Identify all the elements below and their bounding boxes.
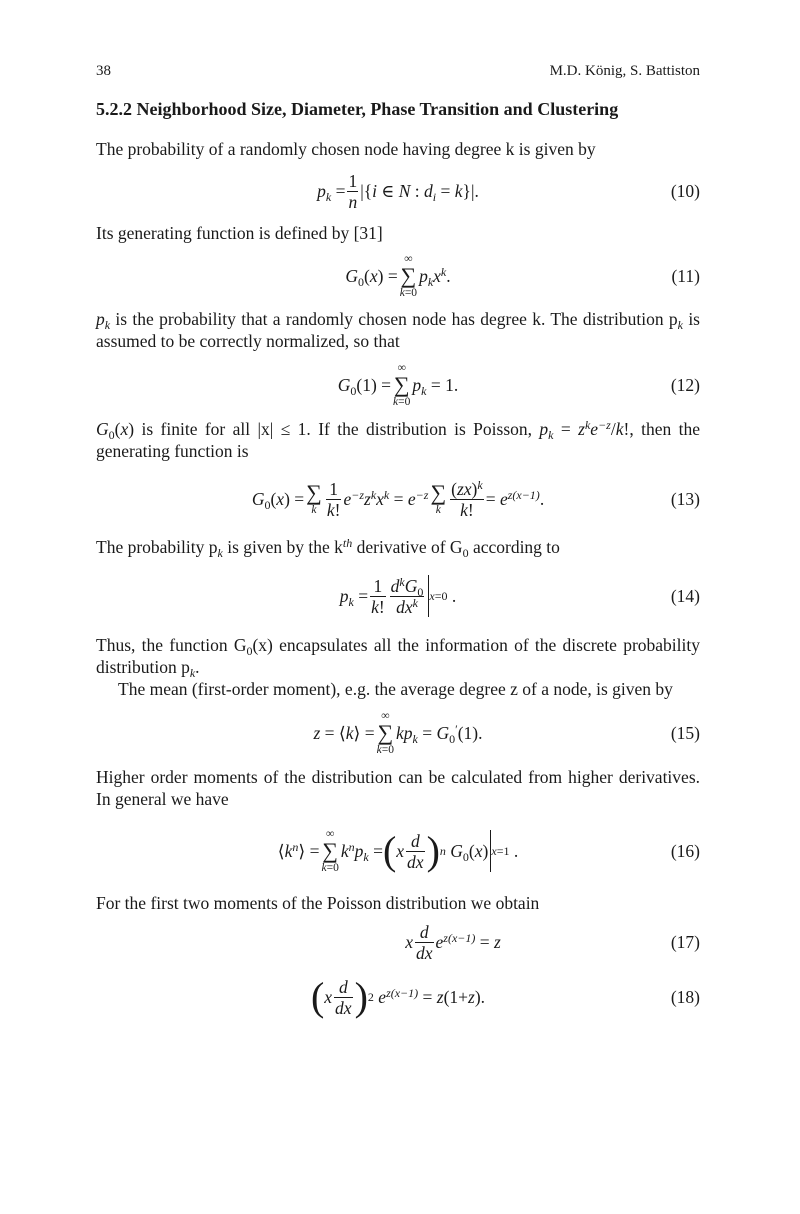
equation-14: $p_k$ = $\frac{1}{k!}$ $\frac{d^kG_0}{dx^k}$ x=0 . (14) (339, 574, 700, 617)
paragraph-9: For the first two moments of the Poisson distribution we obtain (96, 893, 540, 913)
section-title: 5.2.2 Neighborhood Size, Diameter, Phase Transition and Clustering (96, 99, 619, 119)
equation-number: (12) (670, 375, 700, 395)
paragraph-2: Its generating function is defined by [31] (96, 223, 383, 243)
equation-number: (10) (670, 181, 700, 201)
equation-number: (17) (670, 932, 700, 952)
equation-number: (11) (671, 266, 700, 286)
equation-16: $⟨k^n⟩$ = ∞ ∑ k=0 $k^np_k$ = ( x $\frac{d}{dx}$ ) n $G_0(x)$ x=1 . (16) (277, 828, 700, 874)
paragraph-5: The probability $p_k$ is given by the $k^{th}$ derivative of $G_0$ according to (96, 536, 560, 560)
equation-number: (13) (670, 489, 700, 509)
running-header (96, 60, 700, 86)
page-number: 38 (96, 63, 111, 79)
equation-number: (16) (670, 841, 700, 861)
paragraph-3: $p_k$ is the probability that a randomly chosen node has degree k. The distribution $p_k$ is assumed to be correctly normalized, so that (96, 309, 700, 351)
equation-number: (15) (670, 723, 700, 743)
equation-10: $p_k$ = $\frac{1}{n}$ |{i ∈ N : $d_i = k\}|$. (10) (317, 170, 700, 212)
equation-11: $G_0(x)$ = ∞ ∑ k=0 $p_kx^k$. (11) (345, 253, 700, 299)
equation-12: $G_0(1)$ = ∞ ∑ k=0 $p_k = 1$. (12) (337, 362, 700, 408)
paragraph-8: Higher order moments of the distribution can be calculated from higher derivatives. In general we have (96, 767, 700, 809)
equation-17: x $\frac{d}{dx}$ $e^{z(x-1)} = z$ (17) (405, 921, 700, 963)
paragraph-1: The probability of a randomly chosen node having degree k is given by (96, 139, 596, 159)
paragraph-6: Thus, the function $G_0(x)$ encapsulates all the information of the discrete probability distribution $p_k$. (96, 635, 700, 680)
equation-13: $G_0(x)$ = ∑ k $\frac{1}{k!}$ $e^{-z}z^kx^k = e^{-z}$ ∑ k $\frac{(zx)^k}{k!}$ = $e^{z(x-1)}$. (13) (251, 477, 700, 520)
authors: M.D. König, S. Battiston (549, 63, 700, 79)
paragraph-7: The mean (first-order moment), e.g. the average degree z of a node, is given by (118, 679, 673, 699)
page (96, 60, 700, 1024)
equation-number: (14) (670, 586, 700, 606)
equation-18: ( x $\frac{d}{dx}$ ) 2 $e^{z(x-1)} = z(1+z)$. (18) (310, 974, 700, 1019)
equation-number: (18) (670, 987, 700, 1007)
equation-15: z = ⟨k⟩ = ∞ ∑ k=0 $kp_k = G_0'(1)$. (15) (313, 710, 700, 756)
paragraph-4: $G_0(x)$ is finite for all |x| ≤ 1. If the distribution is Poisson, $p_k = z^ke^{-z}/k$!, then the generating function is (96, 418, 701, 461)
